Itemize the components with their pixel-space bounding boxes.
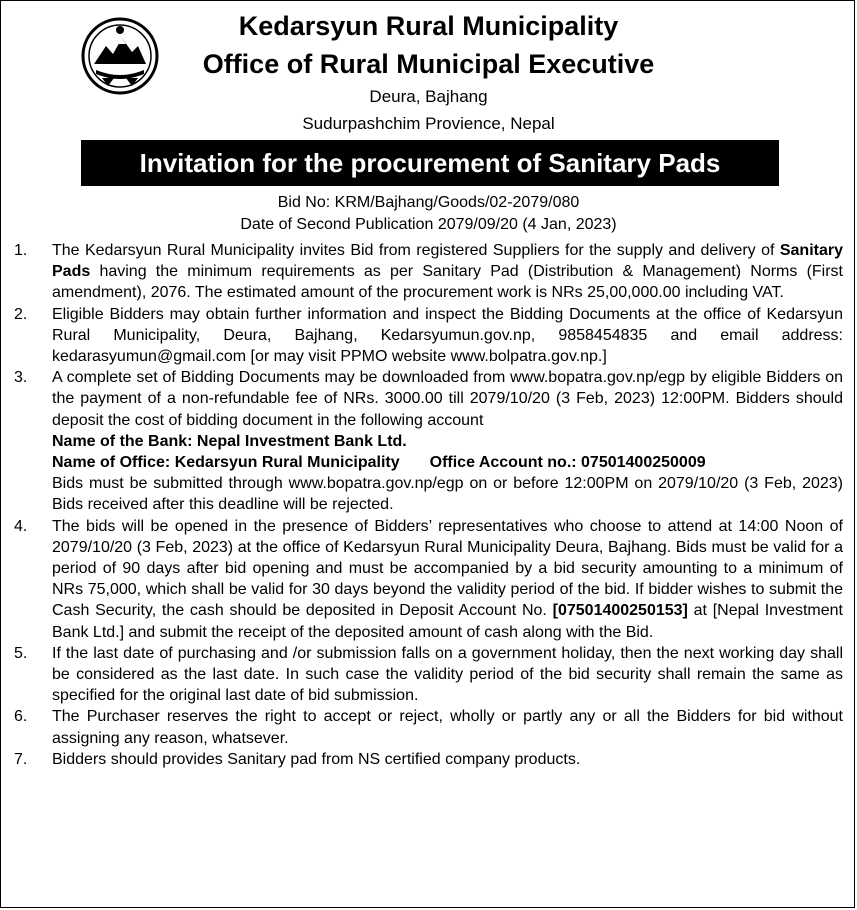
clause-text: The Kedarsyun Rural Municipality invites Bid from registered Suppliers for the supply and delivery of Sanitary Pads having the minimum requirements as per Sanitary Pad (Distribution & Management) Norms (First amendment), 2076. The estimated amount of the procurement work is NRs 25,00,000.00 including VAT. [52, 242, 843, 302]
municipality-name: Kedarsyun Rural Municipality [238, 11, 619, 41]
clause-3 [14, 367, 843, 515]
clause-4 [14, 516, 843, 643]
clause-number: 5. [14, 644, 28, 662]
clause-text: The bids will be opened in the presence of Bidders’ representatives who choose to attend at 14:00 Noon of 2079/10/20 (3 Feb, 2023) at the office of Kedarsyun Rural Municipality Deura, Bajhang. Bids must be valid for a period of 90 days after bid opening and must be accompanied by a bid security amounting to a minimum of NRs 75,000, which shall be valid for 30 days beyond the validity period of the bid. If bidder wishes to submit the Cash Security, the cash should be deposited in Deposit Account No. [07501400250153] at [Nepal Investment Bank Ltd.] and submit the receipt of the deposited amount of cash along with the Bid. [52, 517, 843, 641]
clause-text: Eligible Bidders may obtain further information and inspect the Bidding Documents at the office of Kedarsyun Rural Municipality, Deura, Bajhang, Kedarsyumun.gov.np, 9858454835 and email address: kedarasyumun@gmail.com [or may visit PPMO website www.bolpatra.gov.np.] [52, 305, 843, 366]
clause-number: 7. [14, 750, 28, 768]
office-account-line [52, 452, 843, 473]
clause-number: 3. [14, 369, 28, 387]
notice-clauses [14, 240, 843, 770]
clause-5 [14, 643, 843, 707]
account-number: Office Account no.: 07501400250009 [429, 454, 706, 472]
clause-number: 2. [14, 305, 28, 323]
office-name: Office of Rural Municipal Executive [202, 49, 655, 79]
clause-text: Bidders should provides Sanitary pad from NS certified company products. [52, 750, 581, 768]
clause-2 [14, 304, 843, 368]
notice-title: Invitation for the procurement of Sanitary Pads [81, 140, 779, 186]
clause-text: A complete set of Bidding Documents may be downloaded from www.bopatra.gov.np/egp by eligible Bidders on the payment of a non-refundable fee of NRs. 3000.00 till 2079/10/20 (3 Feb, 2023) 12:00PM. Bidders should deposit the cost of bidding document in the following account [52, 369, 843, 429]
bid-number: Bid No: KRM/Bajhang/Goods/02-2079/080 [277, 194, 580, 211]
clause-1 [14, 240, 843, 304]
publication-date: Date of Second Publication 2079/09/20 (4 Jan, 2023) [240, 216, 617, 233]
clause-text: If the last date of purchasing and /or submission falls on a government holiday, then the next working day shall be considered as the last date. In such case the validity period of the bid security shall remain the same as specified for the original last date of bid submission. [52, 644, 843, 705]
bank-name: Name of the Bank: Nepal Investment Bank Ltd. [52, 432, 407, 450]
clause-7 [14, 749, 843, 770]
clause-text: The Purchaser reserves the right to accept or reject, wholly or partly any or all the Bidders for bid without assigning any reason, whatsever. [52, 708, 843, 747]
clause-6 [14, 706, 843, 748]
address-line-2: Sudurpashchim Provience, Nepal [302, 114, 555, 133]
account-office-name: Name of Office: Kedarsyun Rural Municipality [52, 454, 400, 472]
header [0, 8, 857, 138]
submission-deadline: Bids must be submitted through www.bopatra.gov.np/egp on or before 12:00PM on 2079/10/20 (3 Feb, 2023) Bids received after this deadline will be rejected. [52, 475, 843, 514]
clause-number: 4. [14, 517, 28, 535]
clause-number: 6. [14, 708, 28, 726]
clause-number: 1. [14, 242, 28, 259]
address-line-1: Deura, Bajhang [369, 87, 488, 106]
